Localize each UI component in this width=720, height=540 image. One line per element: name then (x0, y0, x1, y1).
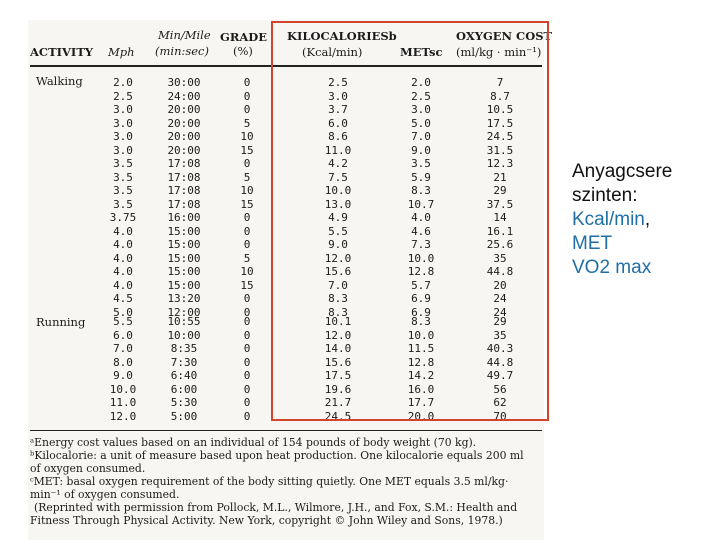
running-mph-column (108, 315, 138, 423)
walking-mph-cell: 4.0 (113, 251, 133, 265)
walking-kcal-cell: 10.0 (324, 184, 352, 197)
running-oxygen-cell: 35 (493, 328, 507, 342)
walking-mets-cell: 9.0 (411, 143, 431, 157)
walking-mph-cell: 3.0 (113, 116, 133, 130)
walking-mph-cell: 2.5 (113, 89, 133, 103)
walking-mph-cell: 3.0 (113, 130, 133, 143)
walking-oxygen-cell: 20 (493, 278, 507, 292)
footnote-a: ᵃEnergy cost values based on an individual of 154 pounds of body weight (70 kg). (30, 436, 477, 449)
walking-mph-cell: 3.5 (113, 197, 133, 211)
group-running: Running (36, 315, 86, 329)
running-pace-cell: 5:00 (170, 409, 198, 423)
running-pace-cell: 10:55 (167, 315, 201, 328)
walking-kcal-cell: 12.0 (324, 251, 352, 265)
highlight-box (271, 21, 549, 421)
side-comma: , (644, 209, 651, 230)
walking-pace-cell: 20:00 (167, 103, 201, 116)
side-vo2: VO2 max (572, 257, 652, 278)
running-mets-cell: 14.2 (407, 369, 435, 382)
walking-pace-cell: 15:00 (167, 238, 201, 251)
walking-mets-cell: 5.9 (411, 170, 431, 184)
walking-mets-cell: 8.3 (411, 184, 431, 197)
walking-mets-cell: 3.5 (411, 157, 431, 170)
walking-grade-cell: 5 (243, 170, 251, 184)
walking-kcal-cell: 3.0 (328, 89, 348, 103)
walking-mets-cell: 6.9 (411, 305, 431, 319)
walking-oxygen-cell: 44.8 (486, 265, 514, 278)
running-mph-cell: 5.5 (113, 315, 133, 328)
walking-pace-cell: 20:00 (167, 116, 201, 130)
walking-pace-cell: 13:20 (167, 292, 201, 305)
header-min-mile-unit: (min:sec) (155, 44, 209, 58)
walking-mets-cell: 4.6 (411, 224, 431, 238)
walking-grade-cell: 0 (243, 211, 251, 224)
footnote-c: ᶜMET: basal oxygen requirement of the body sitting quietly. One MET equals 3.5 ml/kg· (30, 475, 509, 488)
running-grade-cell: 0 (243, 342, 251, 355)
walking-oxygen-cell: 24.5 (486, 130, 514, 143)
walking-kcal-cell: 6.0 (328, 116, 348, 130)
walking-pace-cell: 12:00 (167, 305, 201, 319)
walking-pace-cell: 17:08 (167, 170, 201, 184)
walking-grade-cell: 15 (240, 143, 254, 157)
walking-pace-column (160, 76, 208, 319)
walking-mets-cell: 7.3 (411, 238, 431, 251)
walking-mph-cell: 4.0 (113, 278, 133, 292)
walking-kcal-cell: 8.3 (328, 292, 348, 305)
walking-kcal-cell: 9.0 (328, 238, 348, 251)
walking-oxygen-cell: 21 (493, 170, 507, 184)
walking-oxygen-cell: 24 (493, 305, 507, 319)
walking-kcal-cell: 2.5 (328, 76, 348, 89)
running-mph-cell: 9.0 (113, 369, 133, 382)
walking-oxygen-cell: 17.5 (486, 116, 514, 130)
side-caption (572, 160, 672, 280)
running-mph-cell: 8.0 (113, 355, 133, 369)
side-kcal: Kcal/min (572, 209, 645, 230)
walking-kcal-cell: 8.6 (328, 130, 348, 143)
walking-mets-cell: 4.0 (411, 211, 431, 224)
running-mets-cell: 20.0 (407, 409, 435, 423)
running-grade-cell: 0 (243, 328, 251, 342)
running-grade-cell: 0 (243, 315, 251, 328)
side-line-3 (572, 208, 672, 232)
walking-mets-cell: 10.0 (407, 251, 435, 265)
walking-pace-cell: 15:00 (167, 265, 201, 278)
walking-mets-cell: 10.7 (407, 197, 435, 211)
running-mets-cell: 17.7 (407, 396, 435, 409)
running-grade-cell: 0 (243, 382, 251, 396)
walking-grade-cell: 5 (243, 116, 251, 130)
walking-mph-cell: 3.5 (113, 157, 133, 170)
walking-pace-cell: 15:00 (167, 278, 201, 292)
walking-oxygen-cell: 8.7 (490, 89, 510, 103)
walking-grade-cell: 15 (240, 278, 254, 292)
walking-mets-cell: 3.0 (411, 103, 431, 116)
running-kcal-cell: 21.7 (324, 396, 352, 409)
walking-kcal-cell: 7.0 (328, 278, 348, 292)
walking-mets-cell: 5.0 (411, 116, 431, 130)
walking-oxygen-cell: 7 (496, 76, 504, 89)
running-mph-cell: 10.0 (109, 382, 137, 396)
walking-grade-column (232, 76, 262, 319)
walking-grade-cell: 5 (243, 251, 251, 265)
walking-mets-cell: 12.8 (407, 265, 435, 278)
running-grade-column (232, 315, 262, 423)
table-bottom-rule (30, 430, 542, 431)
running-mets-cell: 8.3 (411, 315, 431, 328)
walking-oxygen-cell: 14 (493, 211, 507, 224)
running-oxygen-cell: 29 (493, 315, 507, 328)
walking-pace-cell: 30:00 (167, 76, 201, 89)
running-grade-cell: 0 (243, 409, 251, 423)
header-kcal: KILOCALORIESb (287, 29, 397, 43)
running-grade-cell: 0 (243, 355, 251, 369)
walking-pace-cell: 20:00 (167, 130, 201, 143)
running-kcal-cell: 12.0 (324, 328, 352, 342)
walking-mph-cell: 3.5 (113, 170, 133, 184)
walking-oxygen-cell: 37.5 (486, 197, 514, 211)
walking-oxygen-cell: 29 (493, 184, 507, 197)
walking-kcal-cell: 15.6 (324, 265, 352, 278)
walking-grade-cell: 0 (243, 292, 251, 305)
walking-mph-cell: 3.75 (109, 211, 137, 224)
running-kcal-cell: 10.1 (324, 315, 352, 328)
header-oxygen-unit: (ml/kg · min⁻¹) (456, 45, 542, 59)
walking-mets-cell: 6.9 (411, 292, 431, 305)
running-pace-cell: 5:30 (170, 396, 198, 409)
running-mets-cell: 12.8 (407, 355, 435, 369)
walking-grade-cell: 10 (240, 265, 254, 278)
running-oxygen-cell: 49.7 (486, 369, 514, 382)
header-min-mile: Min/Mile (158, 28, 211, 42)
walking-pace-cell: 15:00 (167, 251, 201, 265)
footnote-b-cont: of oxygen consumed. (30, 462, 146, 475)
walking-oxygen-cell: 25.6 (486, 238, 514, 251)
walking-pace-cell: 16:00 (167, 211, 201, 224)
walking-kcal-cell: 4.9 (328, 211, 348, 224)
walking-mph-cell: 5.0 (113, 305, 133, 319)
running-pace-cell: 6:40 (170, 369, 198, 382)
header-activity: ACTIVITY (30, 45, 94, 59)
walking-grade-cell: 0 (243, 76, 251, 89)
running-kcal-cell: 24.5 (324, 409, 352, 423)
walking-pace-cell: 15:00 (167, 224, 201, 238)
walking-grade-cell: 0 (243, 157, 251, 170)
walking-pace-cell: 24:00 (167, 89, 201, 103)
running-pace-cell: 10:00 (167, 328, 201, 342)
running-mets-cell: 10.0 (407, 328, 435, 342)
walking-oxygen-cell: 35 (493, 251, 507, 265)
header-mph: Mph (108, 45, 135, 59)
walking-kcal-cell: 3.7 (328, 103, 348, 116)
walking-oxygen-cell: 10.5 (486, 103, 514, 116)
running-mph-cell: 6.0 (113, 328, 133, 342)
running-pace-cell: 8:35 (170, 342, 198, 355)
walking-kcal-cell: 7.5 (328, 170, 348, 184)
walking-oxygen-cell: 12.3 (486, 157, 514, 170)
running-oxygen-cell: 56 (493, 382, 507, 396)
running-pace-column (160, 315, 208, 423)
walking-mph-cell: 3.0 (113, 143, 133, 157)
walking-mets-cell: 5.7 (411, 278, 431, 292)
walking-grade-cell: 0 (243, 238, 251, 251)
walking-oxygen-cell: 16.1 (486, 224, 514, 238)
walking-mets-cell: 2.5 (411, 89, 431, 103)
running-kcal-cell: 15.6 (324, 355, 352, 369)
walking-pace-cell: 17:08 (167, 157, 201, 170)
walking-mph-cell: 4.0 (113, 265, 133, 278)
walking-pace-cell: 17:08 (167, 197, 201, 211)
running-mph-cell: 11.0 (109, 396, 137, 409)
running-mets-cell: 11.5 (407, 342, 435, 355)
walking-kcal-cell: 13.0 (324, 197, 352, 211)
header-grade-unit: (%) (233, 44, 253, 58)
footnote-source: (Reprinted with permission from Pollock, M.L., Wilmore, J.H., and Fox, S.M.: Health and (34, 501, 518, 514)
footnote-source-cont: Fitness Through Physical Activity. New York, copyright © John Wiley and Sons, 1978.) (30, 514, 503, 527)
walking-grade-cell: 15 (240, 197, 254, 211)
running-kcal-cell: 19.6 (324, 382, 352, 396)
footnote-c-cont: min⁻¹ of oxygen consumed. (30, 488, 180, 501)
walking-kcal-cell: 8.3 (328, 305, 348, 319)
walking-mph-cell: 3.5 (113, 184, 133, 197)
side-met: MET (572, 233, 613, 254)
running-oxygen-cell: 44.8 (486, 355, 514, 369)
walking-oxygen-cell: 31.5 (486, 143, 514, 157)
walking-mph-cell: 4.0 (113, 224, 133, 238)
walking-mets-cell: 7.0 (411, 130, 431, 143)
side-line-2: szinten: (572, 185, 638, 206)
running-mph-cell: 12.0 (109, 409, 137, 423)
walking-oxygen-cell: 24 (493, 292, 507, 305)
running-oxygen-cell: 70 (493, 409, 507, 423)
walking-grade-cell: 10 (240, 184, 254, 197)
walking-mets-cell: 2.0 (411, 76, 431, 89)
walking-mph-cell: 4.5 (113, 292, 133, 305)
walking-kcal-cell: 4.2 (328, 157, 348, 170)
walking-mph-cell: 2.0 (113, 76, 133, 89)
running-pace-cell: 6:00 (170, 382, 198, 396)
running-mets-cell: 16.0 (407, 382, 435, 396)
walking-mph-cell: 4.0 (113, 238, 133, 251)
walking-grade-cell: 10 (240, 130, 254, 143)
running-kcal-cell: 14.0 (324, 342, 352, 355)
running-mph-cell: 7.0 (113, 342, 133, 355)
header-oxygen: OXYGEN COST (456, 29, 553, 43)
walking-pace-cell: 20:00 (167, 143, 201, 157)
walking-grade-cell: 0 (243, 89, 251, 103)
footnote-b: ᵇKilocalorie: a unit of measure based upon heat production. One kilocalorie equals 200 ml (30, 449, 524, 462)
footnotes (30, 436, 545, 527)
header-kcal-unit: (Kcal/min) (302, 45, 363, 59)
walking-kcal-cell: 11.0 (324, 143, 352, 157)
walking-mph-column (108, 76, 138, 319)
walking-grade-cell: 0 (243, 305, 251, 319)
running-grade-cell: 0 (243, 396, 251, 409)
walking-kcal-cell: 5.5 (328, 224, 348, 238)
header-mets: METsc (400, 45, 443, 59)
running-oxygen-cell: 40.3 (486, 342, 514, 355)
group-walking: Walking (36, 74, 83, 88)
side-line-1: Anyagcsere (572, 161, 673, 182)
walking-grade-cell: 0 (243, 224, 251, 238)
running-pace-cell: 7:30 (170, 355, 198, 369)
walking-grade-cell: 0 (243, 103, 251, 116)
header-grade: GRADE (220, 30, 268, 44)
running-kcal-cell: 17.5 (324, 369, 352, 382)
walking-pace-cell: 17:08 (167, 184, 201, 197)
running-grade-cell: 0 (243, 369, 251, 382)
walking-mph-cell: 3.0 (113, 103, 133, 116)
running-oxygen-cell: 62 (493, 396, 507, 409)
